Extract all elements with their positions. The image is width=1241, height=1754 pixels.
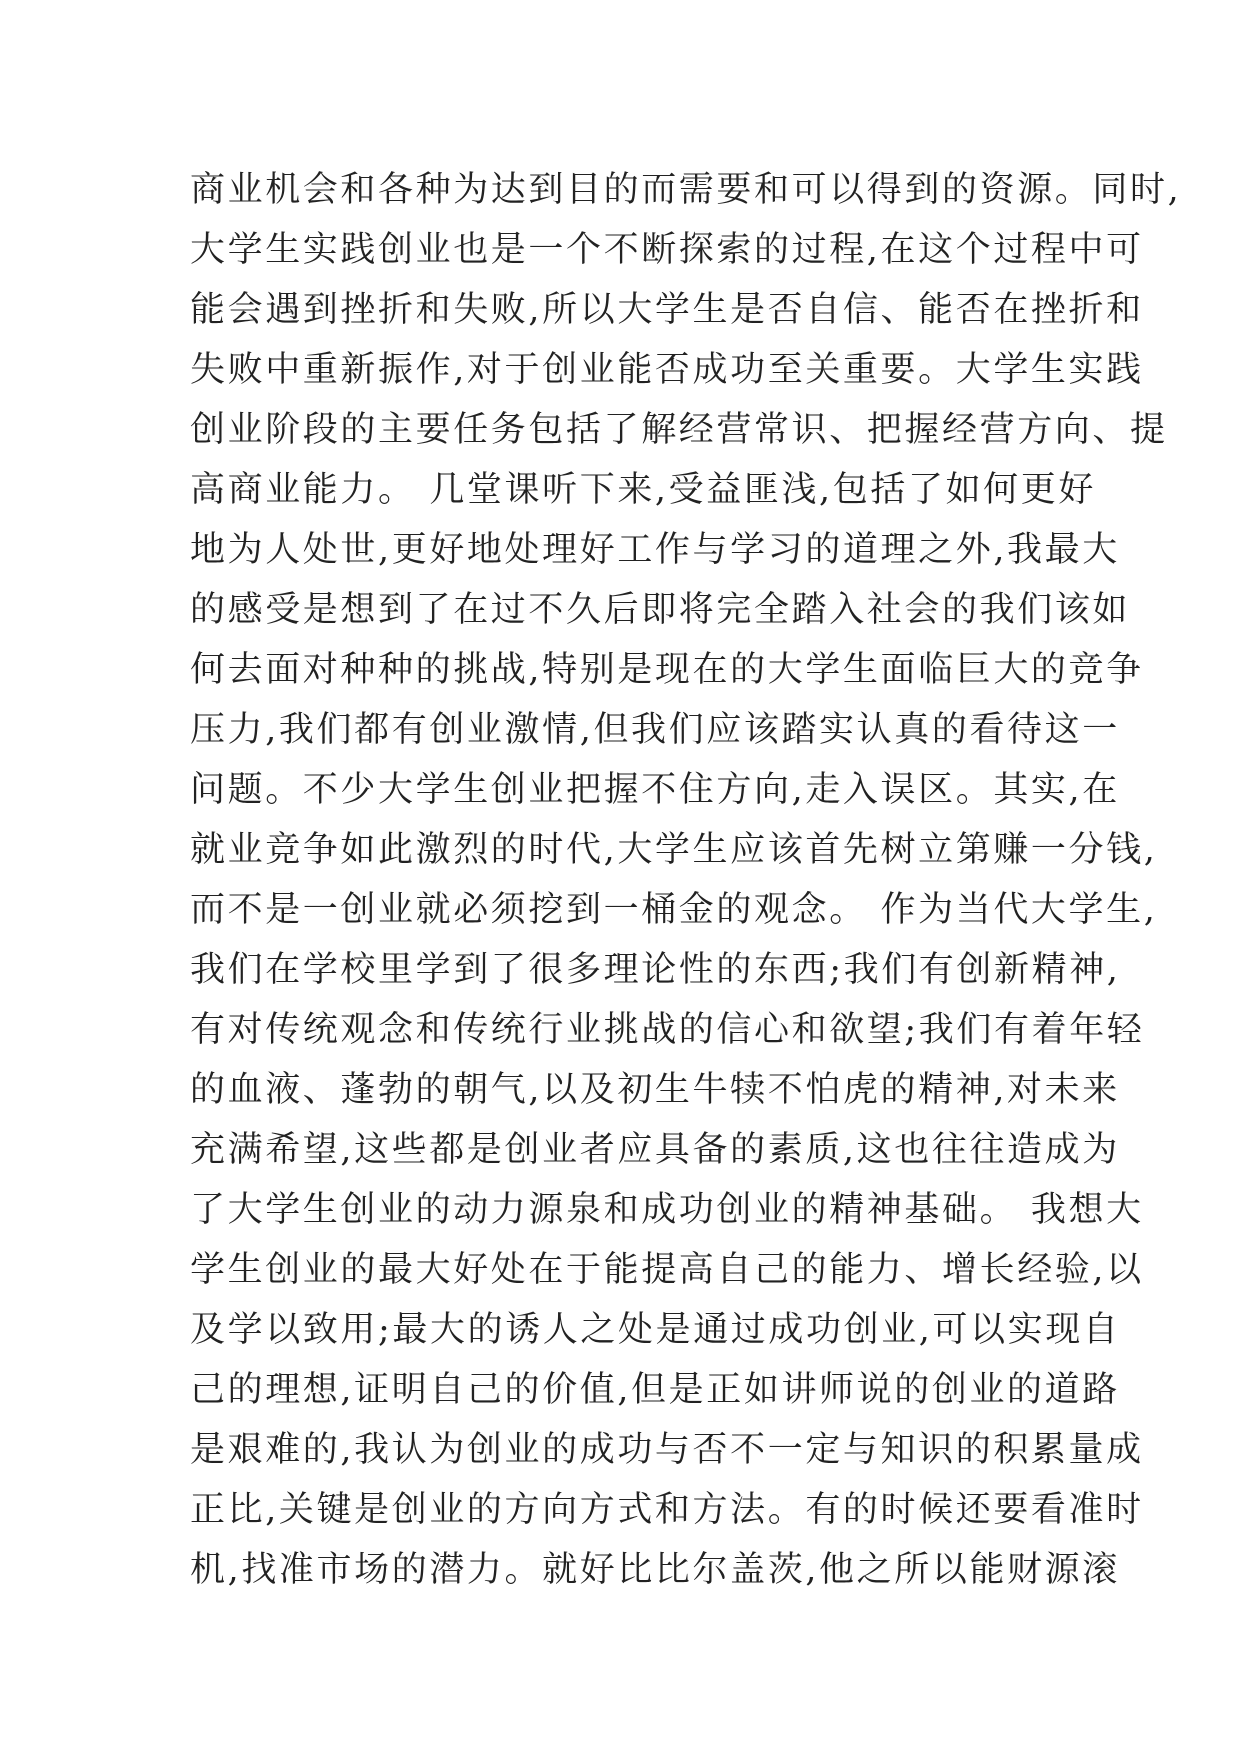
text-line-8: 的感受是想到了在过不久后即将完全踏入社会的我们该如 bbox=[190, 590, 1131, 630]
text-line-19: 学生创业的最大好处在于能提高自己的能力、增长经验,以 bbox=[190, 1250, 1144, 1290]
body-text bbox=[190, 160, 1182, 1600]
text-line-22: 是艰难的,我认为创业的成功与否不一定与知识的积累量成 bbox=[190, 1430, 1144, 1470]
text-line-5: 创业阶段的主要任务包括了解经营常识、把握经营方向、提 bbox=[190, 410, 1168, 450]
text-line-15: 有对传统观念和传统行业挑战的信心和欲望;我们有着年轻 bbox=[190, 1010, 1145, 1050]
text-line-1: 商业机会和各种为达到目的而需要和可以得到的资源。同时, bbox=[190, 170, 1182, 210]
text-line-18: 了大学生创业的动力源泉和成功创业的精神基础。 我想大 bbox=[190, 1190, 1144, 1230]
text-line-16: 的血液、蓬勃的朝气,以及初生牛犊不怕虎的精神,对未来 bbox=[190, 1070, 1120, 1110]
text-line-23: 正比,关键是创业的方向方式和方法。有的时候还要看准时 bbox=[190, 1490, 1144, 1530]
text-line-7: 地为人处世,更好地处理好工作与学习的道理之外,我最大 bbox=[190, 530, 1120, 570]
text-line-4: 失败中重新振作,对于创业能否成功至关重要。大学生实践 bbox=[190, 350, 1144, 390]
text-line-20: 及学以致用;最大的诱人之处是通过成功创业,可以实现自 bbox=[190, 1310, 1121, 1350]
text-line-12: 就业竞争如此激烈的时代,大学生应该首先树立第赚一分钱, bbox=[190, 830, 1158, 870]
text-line-3: 能会遇到挫折和失败,所以大学生是否自信、能否在挫折和 bbox=[190, 290, 1144, 330]
text-line-24: 机,找准市场的潜力。就好比比尔盖茨,他之所以能财源滚 bbox=[190, 1550, 1120, 1590]
text-line-6: 高商业能力。 几堂课听下来,受益匪浅,包括了如何更好 bbox=[190, 470, 1096, 510]
text-line-2: 大学生实践创业也是一个不断探索的过程,在这个过程中可 bbox=[190, 230, 1144, 270]
text-line-10: 压力,我们都有创业激情,但我们应该踏实认真的看待这一 bbox=[190, 710, 1120, 750]
text-line-17: 充满希望,这些都是创业者应具备的素质,这也往往造成为 bbox=[190, 1130, 1120, 1170]
text-line-21: 己的理想,证明自己的价值,但是正如讲师说的创业的道路 bbox=[190, 1370, 1120, 1410]
text-line-9: 何去面对种种的挑战,特别是现在的大学生面临巨大的竞争 bbox=[190, 650, 1144, 690]
text-line-11: 问题。不少大学生创业把握不住方向,走入误区。其实,在 bbox=[190, 770, 1120, 810]
text-line-13: 而不是一创业就必须挖到一桶金的观念。 作为当代大学生, bbox=[190, 890, 1158, 930]
text-line-14: 我们在学校里学到了很多理论性的东西;我们有创新精神, bbox=[190, 950, 1121, 990]
